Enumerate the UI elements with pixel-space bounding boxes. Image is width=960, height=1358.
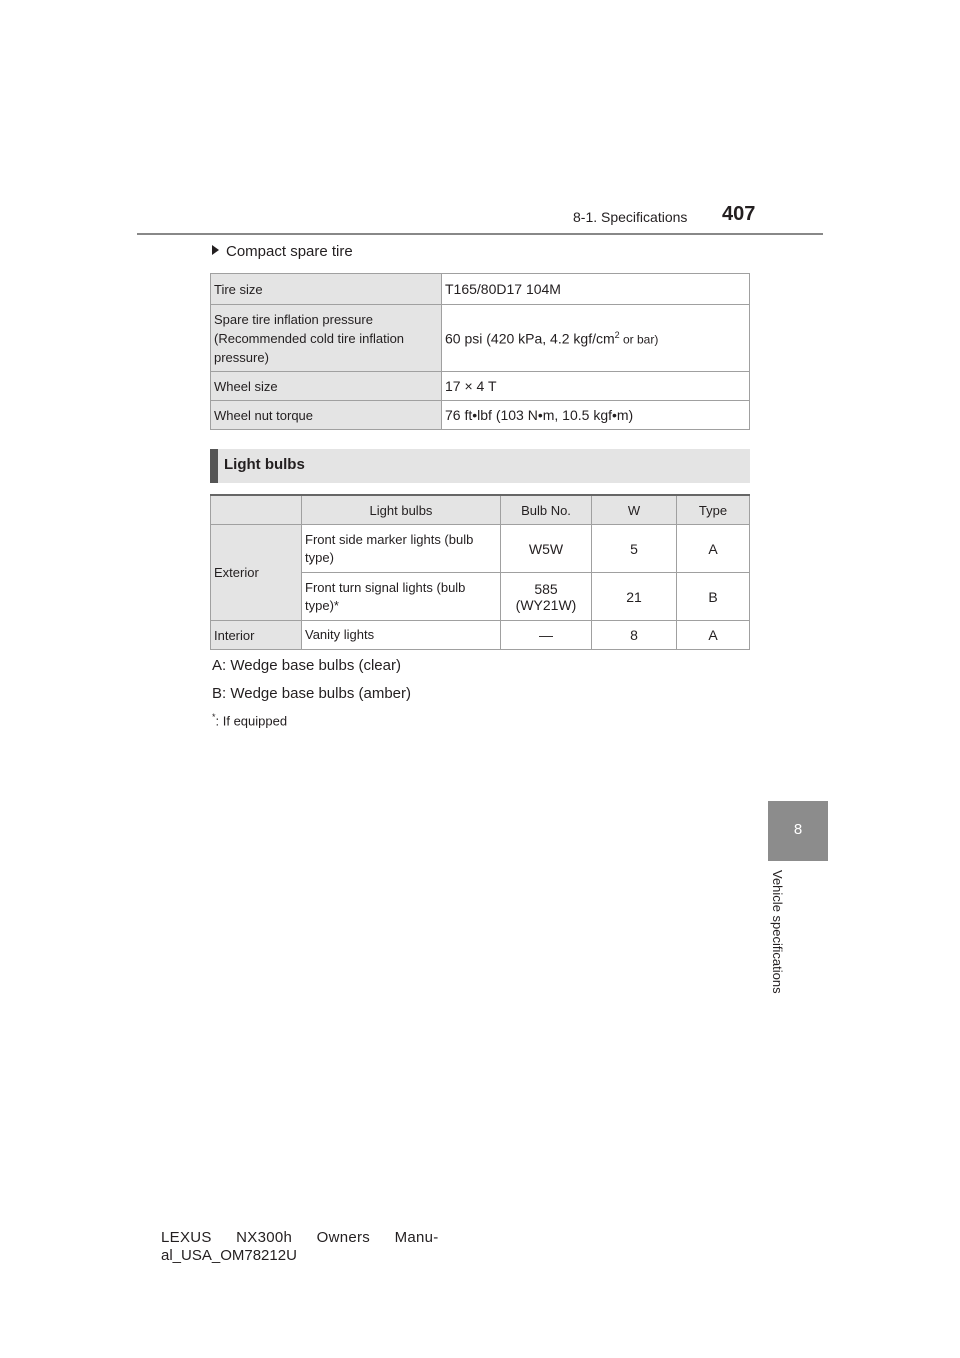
table-row xyxy=(211,525,750,573)
spec-value: T165/80D17 104M xyxy=(442,274,750,305)
table-row xyxy=(211,305,750,372)
bulb-type: B xyxy=(677,573,750,621)
light-bulbs-section-header xyxy=(210,449,750,483)
section-heading: Light bulbs xyxy=(224,456,305,473)
bulb-number: — xyxy=(501,621,592,650)
footnote-mark: * xyxy=(212,712,216,722)
bulb-wattage: 21 xyxy=(592,573,677,621)
legend-item: B: Wedge base bulbs (amber) xyxy=(212,685,411,702)
spec-value xyxy=(442,305,750,372)
table-header-row xyxy=(211,495,750,525)
legend-item: A: Wedge base bulbs (clear) xyxy=(212,657,401,674)
spec-value-sup: 2 xyxy=(614,329,620,340)
bulb-wattage: 5 xyxy=(592,525,677,573)
page-number: 407 xyxy=(722,203,756,225)
chapter-label-text: Vehicle specifications xyxy=(770,870,785,994)
chapter-number: 8 xyxy=(793,821,803,838)
footer-line: LEXUS NX300h Owners Manu- xyxy=(161,1229,439,1246)
spec-value: 76 ft•lbf (103 N•m, 10.5 kgf•m) xyxy=(442,401,750,430)
spec-label: Tire size xyxy=(211,274,442,305)
bulb-number: W5W xyxy=(501,525,592,573)
spec-value-main: 60 psi (420 kPa, 4.2 kgf/cm xyxy=(445,330,615,347)
footnote-text: : If equipped xyxy=(215,713,288,729)
column-header: W xyxy=(592,495,677,525)
footnote xyxy=(212,712,287,728)
section-title: 8-1. Specifications xyxy=(573,209,688,225)
light-bulbs-table xyxy=(210,494,750,650)
header-divider xyxy=(137,233,823,235)
spec-label: Spare tire inflation pressure (Recommended cold tire inflation pressure) xyxy=(211,305,442,372)
spec-value-suffix: or bar) xyxy=(619,332,659,347)
chapter-tab xyxy=(768,801,828,861)
category-cell: Exterior xyxy=(211,525,302,621)
spec-value: 17 × 4 T xyxy=(442,372,750,401)
column-header: Type xyxy=(677,495,750,525)
table-row xyxy=(211,274,750,305)
bulb-wattage: 8 xyxy=(592,621,677,650)
spec-label: Wheel nut torque xyxy=(211,401,442,430)
bulb-name: Front turn signal lights (bulb type)* xyxy=(302,573,501,621)
table-row xyxy=(211,621,750,650)
bulb-type: A xyxy=(677,621,750,650)
column-header xyxy=(211,495,302,525)
bulb-name: Front side marker lights (bulb type) xyxy=(302,525,501,573)
triangle-bullet-icon xyxy=(212,245,219,255)
spare-tire-table xyxy=(210,273,750,430)
bulb-number: 585 (WY21W) xyxy=(501,573,592,621)
table-row xyxy=(211,401,750,430)
column-header: Light bulbs xyxy=(302,495,501,525)
bulb-type: A xyxy=(677,525,750,573)
bulb-name: Vanity lights xyxy=(302,621,501,650)
category-cell: Interior xyxy=(211,621,302,650)
table-row xyxy=(211,372,750,401)
footer-line: al_USA_OM78212U xyxy=(161,1247,297,1264)
footer xyxy=(161,1229,439,1265)
spec-label: Wheel size xyxy=(211,372,442,401)
chapter-side-label xyxy=(767,870,787,1010)
column-header: Bulb No. xyxy=(501,495,592,525)
subheading-text: Compact spare tire xyxy=(226,243,353,260)
subheading xyxy=(212,243,353,260)
